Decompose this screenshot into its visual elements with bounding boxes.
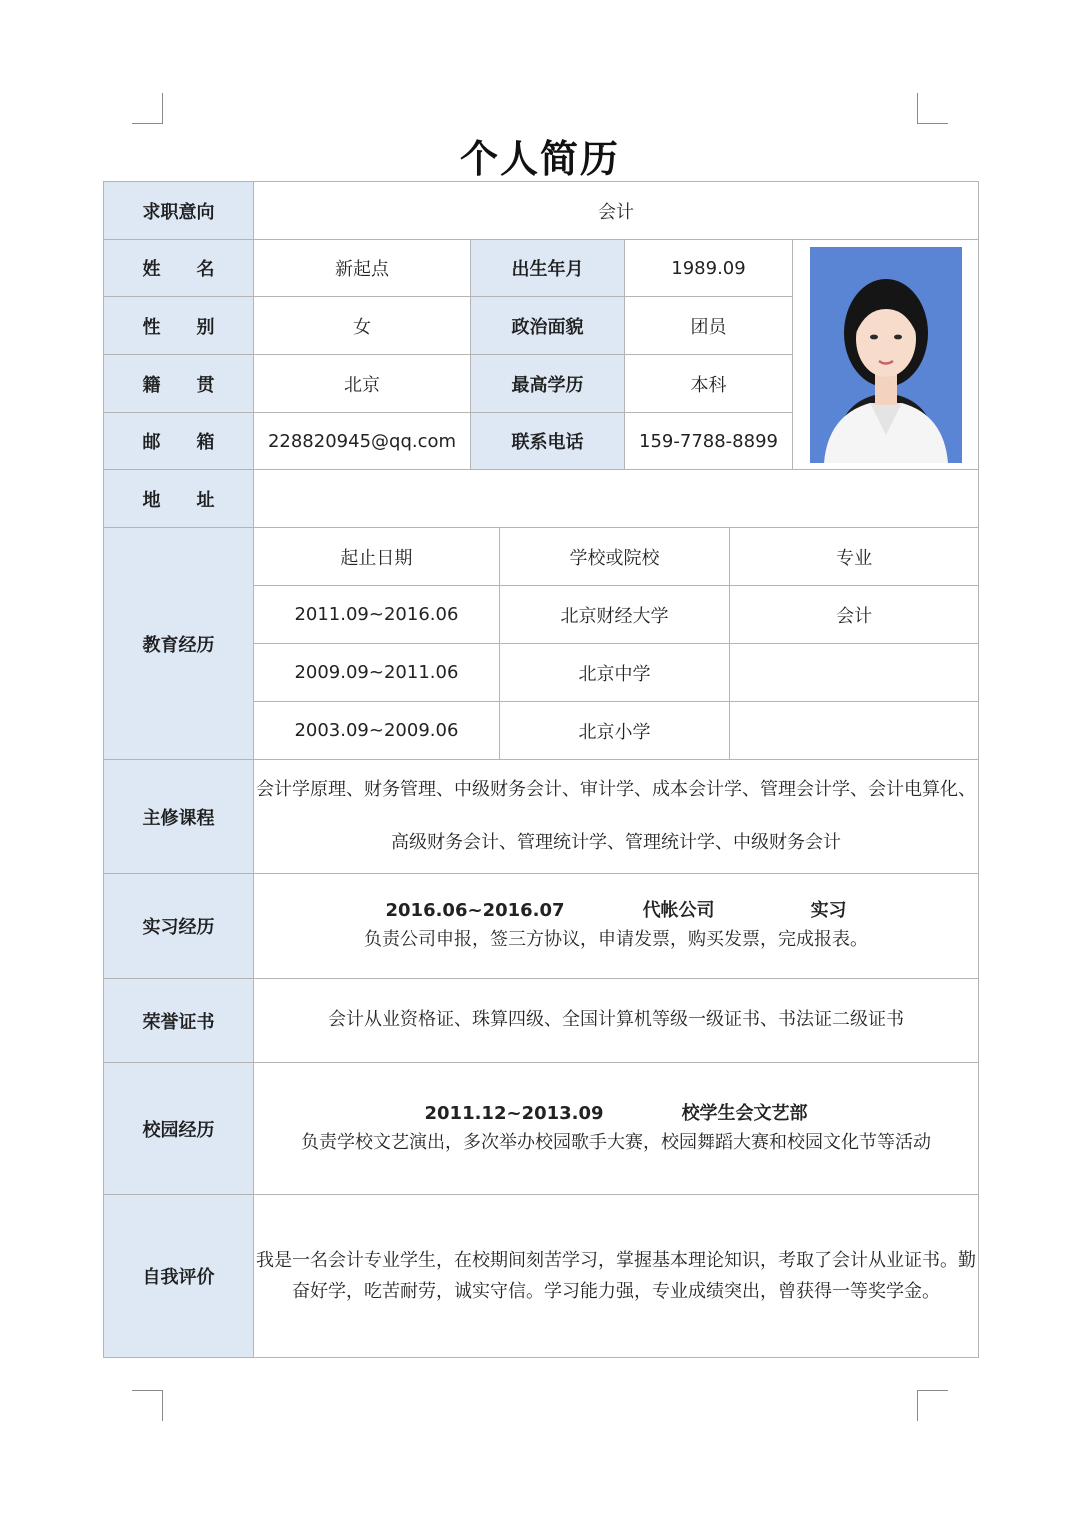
internship-org: 代帐公司 <box>642 900 715 922</box>
honors-text: 会计从业资格证、珠算四级、全国计算机等级一级证书、书法证二级证书 <box>254 979 979 1063</box>
self-row <box>104 1195 979 1358</box>
gender-value: 女 <box>254 297 471 355</box>
education-row <box>104 528 979 760</box>
degree-label: 最高学历 <box>471 355 625 413</box>
resume-table <box>103 181 979 1358</box>
education-label: 教育经历 <box>104 528 254 760</box>
portrait-icon <box>810 247 962 463</box>
internship-cell <box>254 874 979 979</box>
politics-label: 政治面貌 <box>471 297 625 355</box>
education-major <box>730 702 978 760</box>
internship-label: 实习经历 <box>104 874 254 979</box>
self-label: 自我评价 <box>104 1195 254 1358</box>
honors-label: 荣誉证书 <box>104 979 254 1063</box>
campus-label: 校园经历 <box>104 1063 254 1195</box>
education-school: 北京小学 <box>499 702 729 760</box>
page-title: 个人简历 <box>459 136 620 181</box>
education-major <box>730 644 978 702</box>
address-label: 地 址 <box>104 470 254 528</box>
intent-value: 会计 <box>254 182 979 240</box>
courses-row <box>104 760 979 874</box>
address-value <box>254 470 979 528</box>
education-header: 专业 <box>730 528 978 586</box>
education-date: 2003.09~2009.06 <box>254 702 499 760</box>
phone-value: 159-7788-8899 <box>625 413 793 470</box>
education-header-row <box>254 528 978 586</box>
gender-label: 性 别 <box>104 297 254 355</box>
campus-cell <box>254 1063 979 1195</box>
intent-row <box>104 182 979 240</box>
education-school: 北京财经大学 <box>499 586 729 644</box>
crop-mark-top-left <box>132 93 163 124</box>
education-table <box>254 528 978 759</box>
campus-headline <box>254 1100 978 1129</box>
courses-label: 主修课程 <box>104 760 254 874</box>
intent-label: 求职意向 <box>104 182 254 240</box>
crop-mark-top-right <box>917 93 948 124</box>
education-school: 北京中学 <box>499 644 729 702</box>
honors-row <box>104 979 979 1063</box>
email-label: 邮 箱 <box>104 413 254 470</box>
campus-period: 2011.12~2013.09 <box>424 1102 604 1124</box>
crop-mark-bottom-right <box>917 1390 948 1421</box>
name-value: 新起点 <box>254 240 471 297</box>
education-major: 会计 <box>730 586 978 644</box>
politics-value: 团员 <box>625 297 793 355</box>
portrait-photo <box>810 247 962 463</box>
birth-label: 出生年月 <box>471 240 625 297</box>
internship-role: 实习 <box>810 900 847 922</box>
self-text: 我是一名会计专业学生，在校期间刻苦学习，掌握基本理论知识，考取了会计从业证书。勤奋好学，吃苦耐劳，诚实守信。学习能力强，专业成绩突出，曾获得一等奖学金。 <box>254 1195 979 1358</box>
internship-row <box>104 874 979 979</box>
degree-value: 本科 <box>625 355 793 413</box>
education-date: 2009.09~2011.06 <box>254 644 499 702</box>
native-value: 北京 <box>254 355 471 413</box>
internship-headline <box>254 897 978 926</box>
address-row <box>104 470 979 528</box>
crop-mark-bottom-left <box>132 1390 163 1421</box>
internship-period: 2016.06~2016.07 <box>385 900 565 922</box>
campus-row <box>104 1063 979 1195</box>
courses-text: 会计学原理、财务管理、中级财务会计、审计学、成本会计学、管理会计学、会计电算化、高级财务会计、管理统计学、管理统计学、中级财务会计 <box>254 760 979 874</box>
name-label: 姓 名 <box>104 240 254 297</box>
phone-label: 联系电话 <box>471 413 625 470</box>
table-row <box>254 644 978 702</box>
internship-desc: 负责公司申报，签三方协议，申请发票，购买发票，完成报表。 <box>364 929 869 950</box>
education-header: 起止日期 <box>254 528 499 586</box>
education-date: 2011.09~2016.06 <box>254 586 499 644</box>
name-row <box>104 240 979 297</box>
photo-cell <box>793 240 979 470</box>
campus-desc: 负责学校文艺演出，多次举办校园歌手大赛，校园舞蹈大赛和校园文化节等活动 <box>301 1131 932 1153</box>
birth-value: 1989.09 <box>625 240 793 297</box>
education-cell <box>254 528 979 760</box>
email-value: 228820945@qq.com <box>254 413 471 470</box>
native-label: 籍 贯 <box>104 355 254 413</box>
education-header: 学校或院校 <box>499 528 729 586</box>
table-row <box>254 702 978 760</box>
campus-org: 校学生会文艺部 <box>681 1102 808 1124</box>
table-row <box>254 586 978 644</box>
